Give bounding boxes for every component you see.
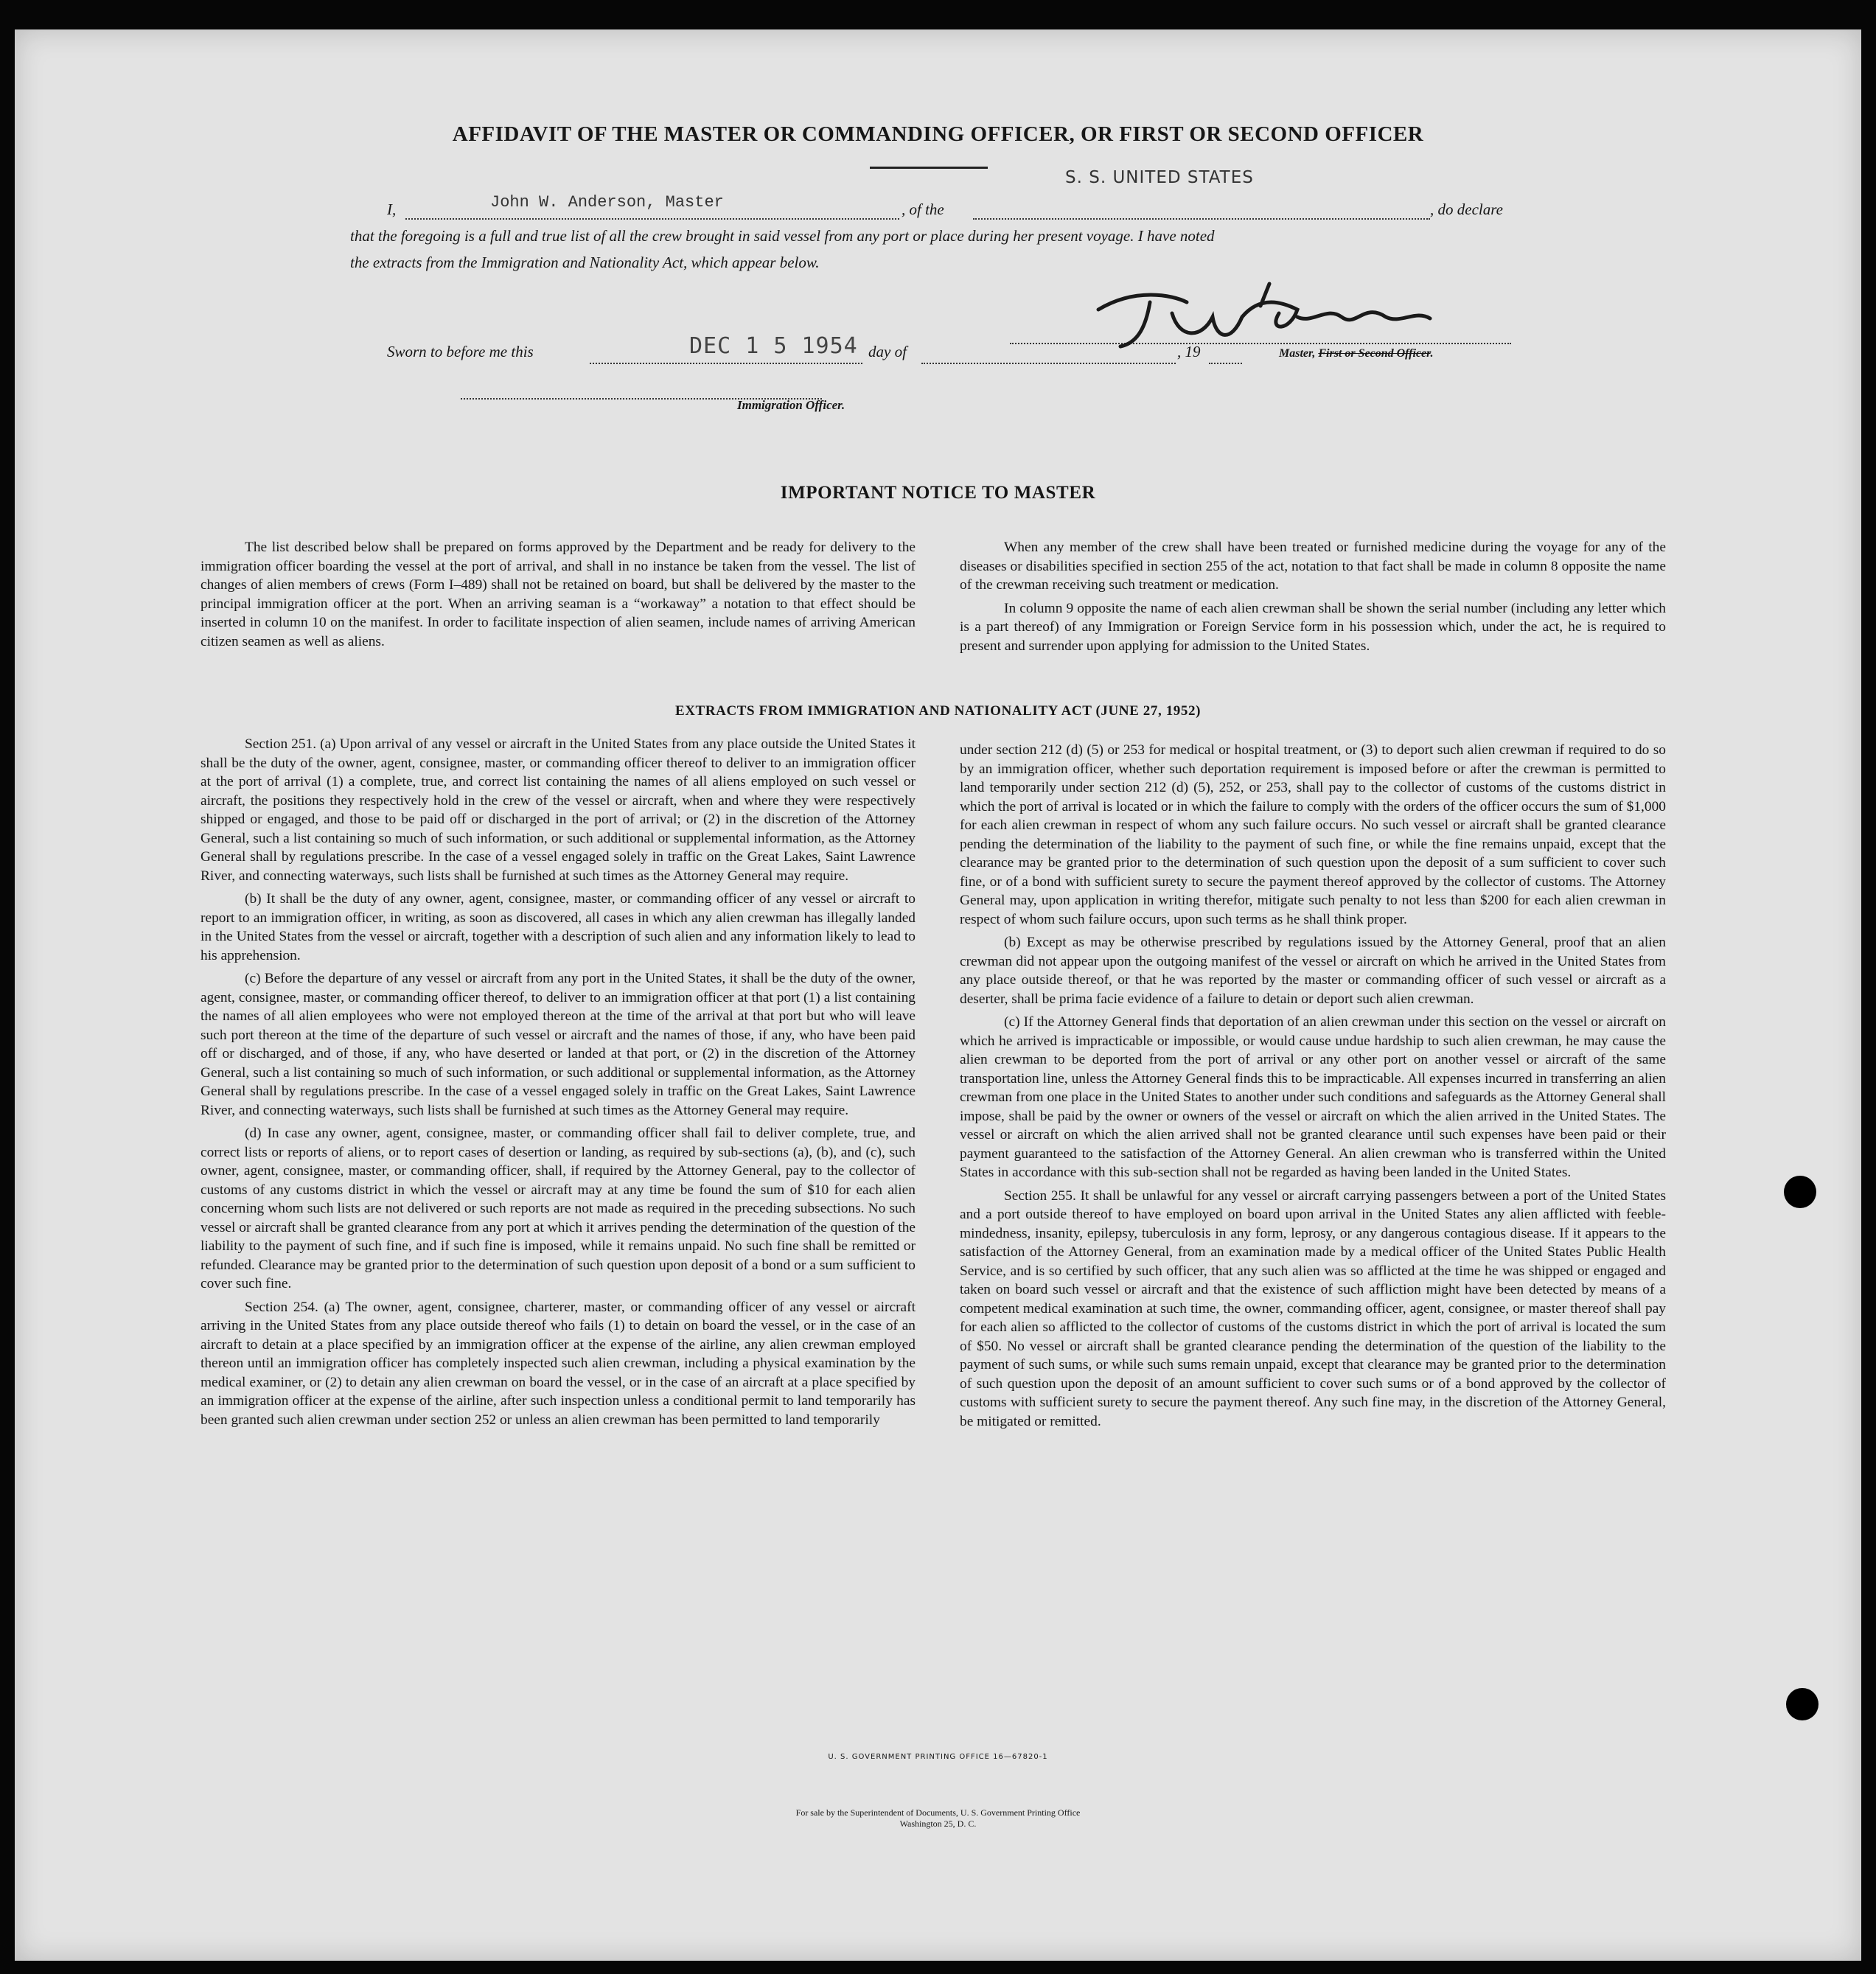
ship-line xyxy=(973,198,1430,220)
notice-right-paragraph: In column 9 opposite the name of each alien crewman shall be shown the serial number (including any letter which is a part thereof) of any Immigration or Foreign Service form in his possession which, under the act, he is required to present and surrender upon applying for admission to the United States. xyxy=(960,600,1666,654)
notice-left-paragraph: The list described below shall be prepared on forms approved by the Department and be ready for delivery to the immigration officer boarding the vessel at the port of arrival, and shall in no instance be taken from the vessel. The list of changes of alien members of crews (Form I–489) shall not be retained on board, but shall be delivered by the master to the principal immigration officer at the port. When an arriving seaman is a “workaway” a notation to that effect should be inserted in column 10 on the manifest. In order to facilitate inspection of alien seamen, include names of arriving American citizen seamen as well as aliens. xyxy=(200,540,916,649)
punch-hole xyxy=(1784,1176,1816,1208)
section-254-a-continued: under section 212 (d) (5) or 253 for medical or hospital treatment, or (3) to deport such alien crewman if required to do so by an immigration officer, whether such deportation requirement is imposed before or after the crewman is permitted to land temporarily under section 212 (d) (5), 252, or 253, shall pay to the collector of customs of the customs district in which the port of arrival is located or in which the failure to comply with the orders of the officer occurs the sum of $1,000 for each alien crewman in respect of whom any such failure occurs. No such vessel or aircraft shall be granted clearance pending the determination of the liability to the payment of such fine, or while the fine remains unpaid, except that the clearance may be granted prior to the determination of such question upon the deposit of a sum sufficient to cover such fine, or of a bond with sufficient surety to secure the payment thereof approved by the collector of customs. The Attorney General may, upon application in writing therefor, mitigate such penalty to not less than $200 for each alien crewman in respect of whom such failure occurs, upon such terms as he shall think proper. xyxy=(960,742,1666,927)
sworn-label: Sworn to before me this xyxy=(387,343,534,360)
sale-notice xyxy=(15,1807,1861,1830)
notice-left-column xyxy=(200,538,916,655)
notice-heading: IMPORTANT NOTICE TO MASTER xyxy=(780,483,1096,503)
section-251-d: (d) In case any owner, agent, consignee, master, or commanding officer shall fail to deliver complete, true, and correct lists or reports of aliens, or to report cases of desertion or landing, as required by sub-sections (a), (b), and (c), such owner, agent, consignee, master, or commanding officer, shall, if required by the Attorney General, pay to the collector of customs of any customs district in which the vessel or aircraft may at any time be found the sum of $10 for each alien concerning whom such lists are not delivered or such reports are not made as required in the preceding subsections. No such vessel or aircraft shall be granted clearance from any port at which it arrives pending the determination of the question of the liability to the payment of such fine, and if such fine is imposed, while it remains unpaid. No such fine shall be remitted or refunded. Clearance may be granted prior to the determination of such question upon deposit of a bond or a sum sufficient to cover such fine. xyxy=(200,1126,916,1291)
date-stamp: DEC 1 5 1954 xyxy=(689,333,858,359)
section-251-a: Section 251. (a) Upon arrival of any vessel or aircraft in the United States from any place outside the United States it shall be the duty of the owner, agent, consignee, master, or commanding officer thereof to deliver to an immigration officer at the port of arrival (1) a complete, true, and correct list containing the names of all aliens employed on such vessel or aircraft, the positions they respectively hold in the crew of the vessel or aircraft, when and where they were respectively shipped or engaged, and those to be paid off or discharged in the port of arrival; or (2) in the discretion of the Attorney General, such a list containing so much of such information, or such additional or supplemental information, as the Attorney General shall by regulations prescribe. In the case of a vessel engaged solely in traffic on the Great Lakes, Saint Lawrence River, and connecting waterways, such lists shall be furnished at such times as the Attorney General may require. xyxy=(200,736,916,884)
section-254-b: (b) Except as may be otherwise prescribed by regulations issued by the Attorney General, proof that an alien crewman did not appear upon the outgoing manifest of the vessel or aircraft on which he arrived in the United States from any place outside thereof, or that he was reported by the master or commanding officer of such vessel or aircraft as a deserter, shall be prima facie evidence of a failure to detain or deport such alien crewman. xyxy=(960,935,1666,1007)
sale-line-2: Washington 25, D. C. xyxy=(899,1818,977,1829)
statement-line-2: the extracts from the Immigration and Nationality Act, which appear below. xyxy=(350,254,820,271)
year-prefix: , 19 xyxy=(1177,343,1201,360)
officer-label: Immigration Officer. xyxy=(737,398,845,412)
title-rule xyxy=(870,167,988,169)
section-251-c: (c) Before the departure of any vessel or aircraft from any port in the United States, it shall be the duty of the owner, agent, consignee, master, or commanding officer thereof, to deliver to an immigration officer at that port (1) a list containing the names of all alien employees who were not employed thereon at the time of the arrival at that port but who will leave such port thereon at the time of the departure of such vessel or aircraft and the names of those, if any, who have been paid off or discharged, and of those, if any, who have deserted or landed at that port, or (2) in the discretion of the Attorney General, such a list containing so much of such information, or such additional or supplemental information, as the Attorney General shall by regulations prescribe. In the case of a vessel engaged solely in traffic on the Great Lakes, Saint Lawrence River, and connecting waterways, such lists shall be furnished at such times as the Attorney General may require. xyxy=(200,971,916,1118)
do-declare-label: , do declare xyxy=(1430,200,1503,218)
section-255: Section 255. It shall be unlawful for any vessel or aircraft carrying passengers between a port of the United States and a port outside thereof to have employed on board upon arrival in the United States any alien afflicted with feeble-mindedness, insanity, epilepsy, tuberculosis in any form, leprosy, or any dangerous contagious disease. If it appears to the satisfaction of the Attorney General, from an examination made by a medical officer of the United States Public Health Service, and is so certified by such officer, that any such alien was so afflicted at the time he was shipped or engaged and taken on board such vessel or aircraft and that the existence of such affliction might have been detected by means of a competent medical examination at such time, the owner, commanding officer, agent, consignee, or master thereof shall pay for each alien so afflicted to the collector of customs of the customs district in which the port of arrival is located the sum of $50. No vessel or aircraft shall be granted clearance pending the determination of the question of the liability to the payment of such sums, or while such sums remain unpaid, except that clearance may be granted prior to the determination of such question upon the deposit of an amount sufficient to cover such sums or of a bond approved by the collector of customs with sufficient surety to secure the payment thereof. Any such fine may, in the discretion of the Attorney General, be mitigated or remitted. xyxy=(960,1187,1666,1429)
printer-mark: U. S. GOVERNMENT PRINTING OFFICE 16—67820-1 xyxy=(828,1753,1048,1761)
signer-role-struck: First or Second Officer xyxy=(1318,347,1431,360)
notice-right-column xyxy=(960,538,1666,660)
ship-name-stamp: S. S. UNITED STATES xyxy=(1065,168,1254,187)
notice-right-paragraph: When any member of the crew shall have been treated or furnished medicine during the voyage for any of the diseases or disabilities specified in section 255 of the act, notation to that fact shall be made in column 8 opposite the name of the crewman receiving such treatment or medication. xyxy=(960,540,1666,593)
i-label: I, xyxy=(387,200,397,218)
sworn-date-line xyxy=(590,333,862,364)
sale-line-1: For sale by the Superintendent of Documents, U. S. Government Printing Office xyxy=(795,1807,1081,1818)
extracts-heading: EXTRACTS FROM IMMIGRATION AND NATIONALITY ACT (JUNE 27, 1952) xyxy=(674,703,1202,719)
of-the-label: , of the xyxy=(902,200,944,218)
punch-hole xyxy=(1786,1688,1819,1720)
year-line xyxy=(1209,342,1242,364)
statement-line-1: that the foregoing is a full and true list of all the crew brought in said vessel from any port or place during her present voyage. I have noted xyxy=(350,227,1215,245)
section-254-a: Section 254. (a) The owner, agent, consignee, charterer, master, or commanding officer of any vessel or aircraft arriving in the United States from any place outside thereof who fails (1) to detain on board the vessel, or in the case of an aircraft to detain at a place specified by an immigration officer at the expense of the airline, any alien crewman employed thereon until an immigration officer has completely inspected such alien crewman, including a physical examination by the medical examiner, or (2) to detain any alien crewman on board the vessel, or in the case of an aircraft at a place specified by an immigration officer at the expense of the airline, after such inspection unless a conditional permit to land temporarily has been granted such alien crewman under section 252 or unless an alien crewman has been permitted to land temporarily xyxy=(200,1299,916,1428)
month-line xyxy=(921,342,1176,364)
section-254-c: (c) If the Attorney General finds that deportation of an alien crewman under this section on the vessel or aircraft on which he arrived is impracticable or impossible, or would cause undue hardship to such alien crewman, he may cause the alien crewman to be deported from the port of arrival or any other port on another vessel or aircraft of the same transportation line, unless the Attorney General finds this to be impracticable. All expenses incurred in transferring an alien crewman from one place in the United States to another under such conditions and safeguards as the Attorney General shall impose, shall be paid by the owner or owners of the vessel or aircraft on which the alien arrived in the United States. The vessel or aircraft on which the alien arrived shall not be granted clearance until such expenses have been paid or their payment guaranteed to the satisfaction of the Attorney General. An alien crewman who is transferred within the United States in accordance with this sub-section shall not be regarded as having been landed in the United States. xyxy=(960,1014,1666,1180)
declarant-line xyxy=(405,193,899,220)
day-of-label: day of xyxy=(868,343,907,360)
document-page xyxy=(15,29,1861,1961)
declarant-name: John W. Anderson, Master xyxy=(490,193,724,212)
affidavit-title: AFFIDAVIT OF THE MASTER OR COMMANDING OFFICER, OR FIRST OR SECOND OFFICER xyxy=(452,122,1424,146)
extracts-left-column xyxy=(200,735,916,1434)
signer-role: Master, First or Second Officer. xyxy=(1279,347,1434,360)
section-251-b: (b) It shall be the duty of any owner, agent, consignee, master, or commanding officer of any vessel or aircraft to report to an immigration officer, in writing, as soon as discovered, all cases in which any alien crewman has illegally landed in the United States from the vessel or aircraft, together with a description of such alien and any information likely to lead to his apprehension. xyxy=(200,891,916,963)
extracts-right-column xyxy=(960,741,1666,1435)
